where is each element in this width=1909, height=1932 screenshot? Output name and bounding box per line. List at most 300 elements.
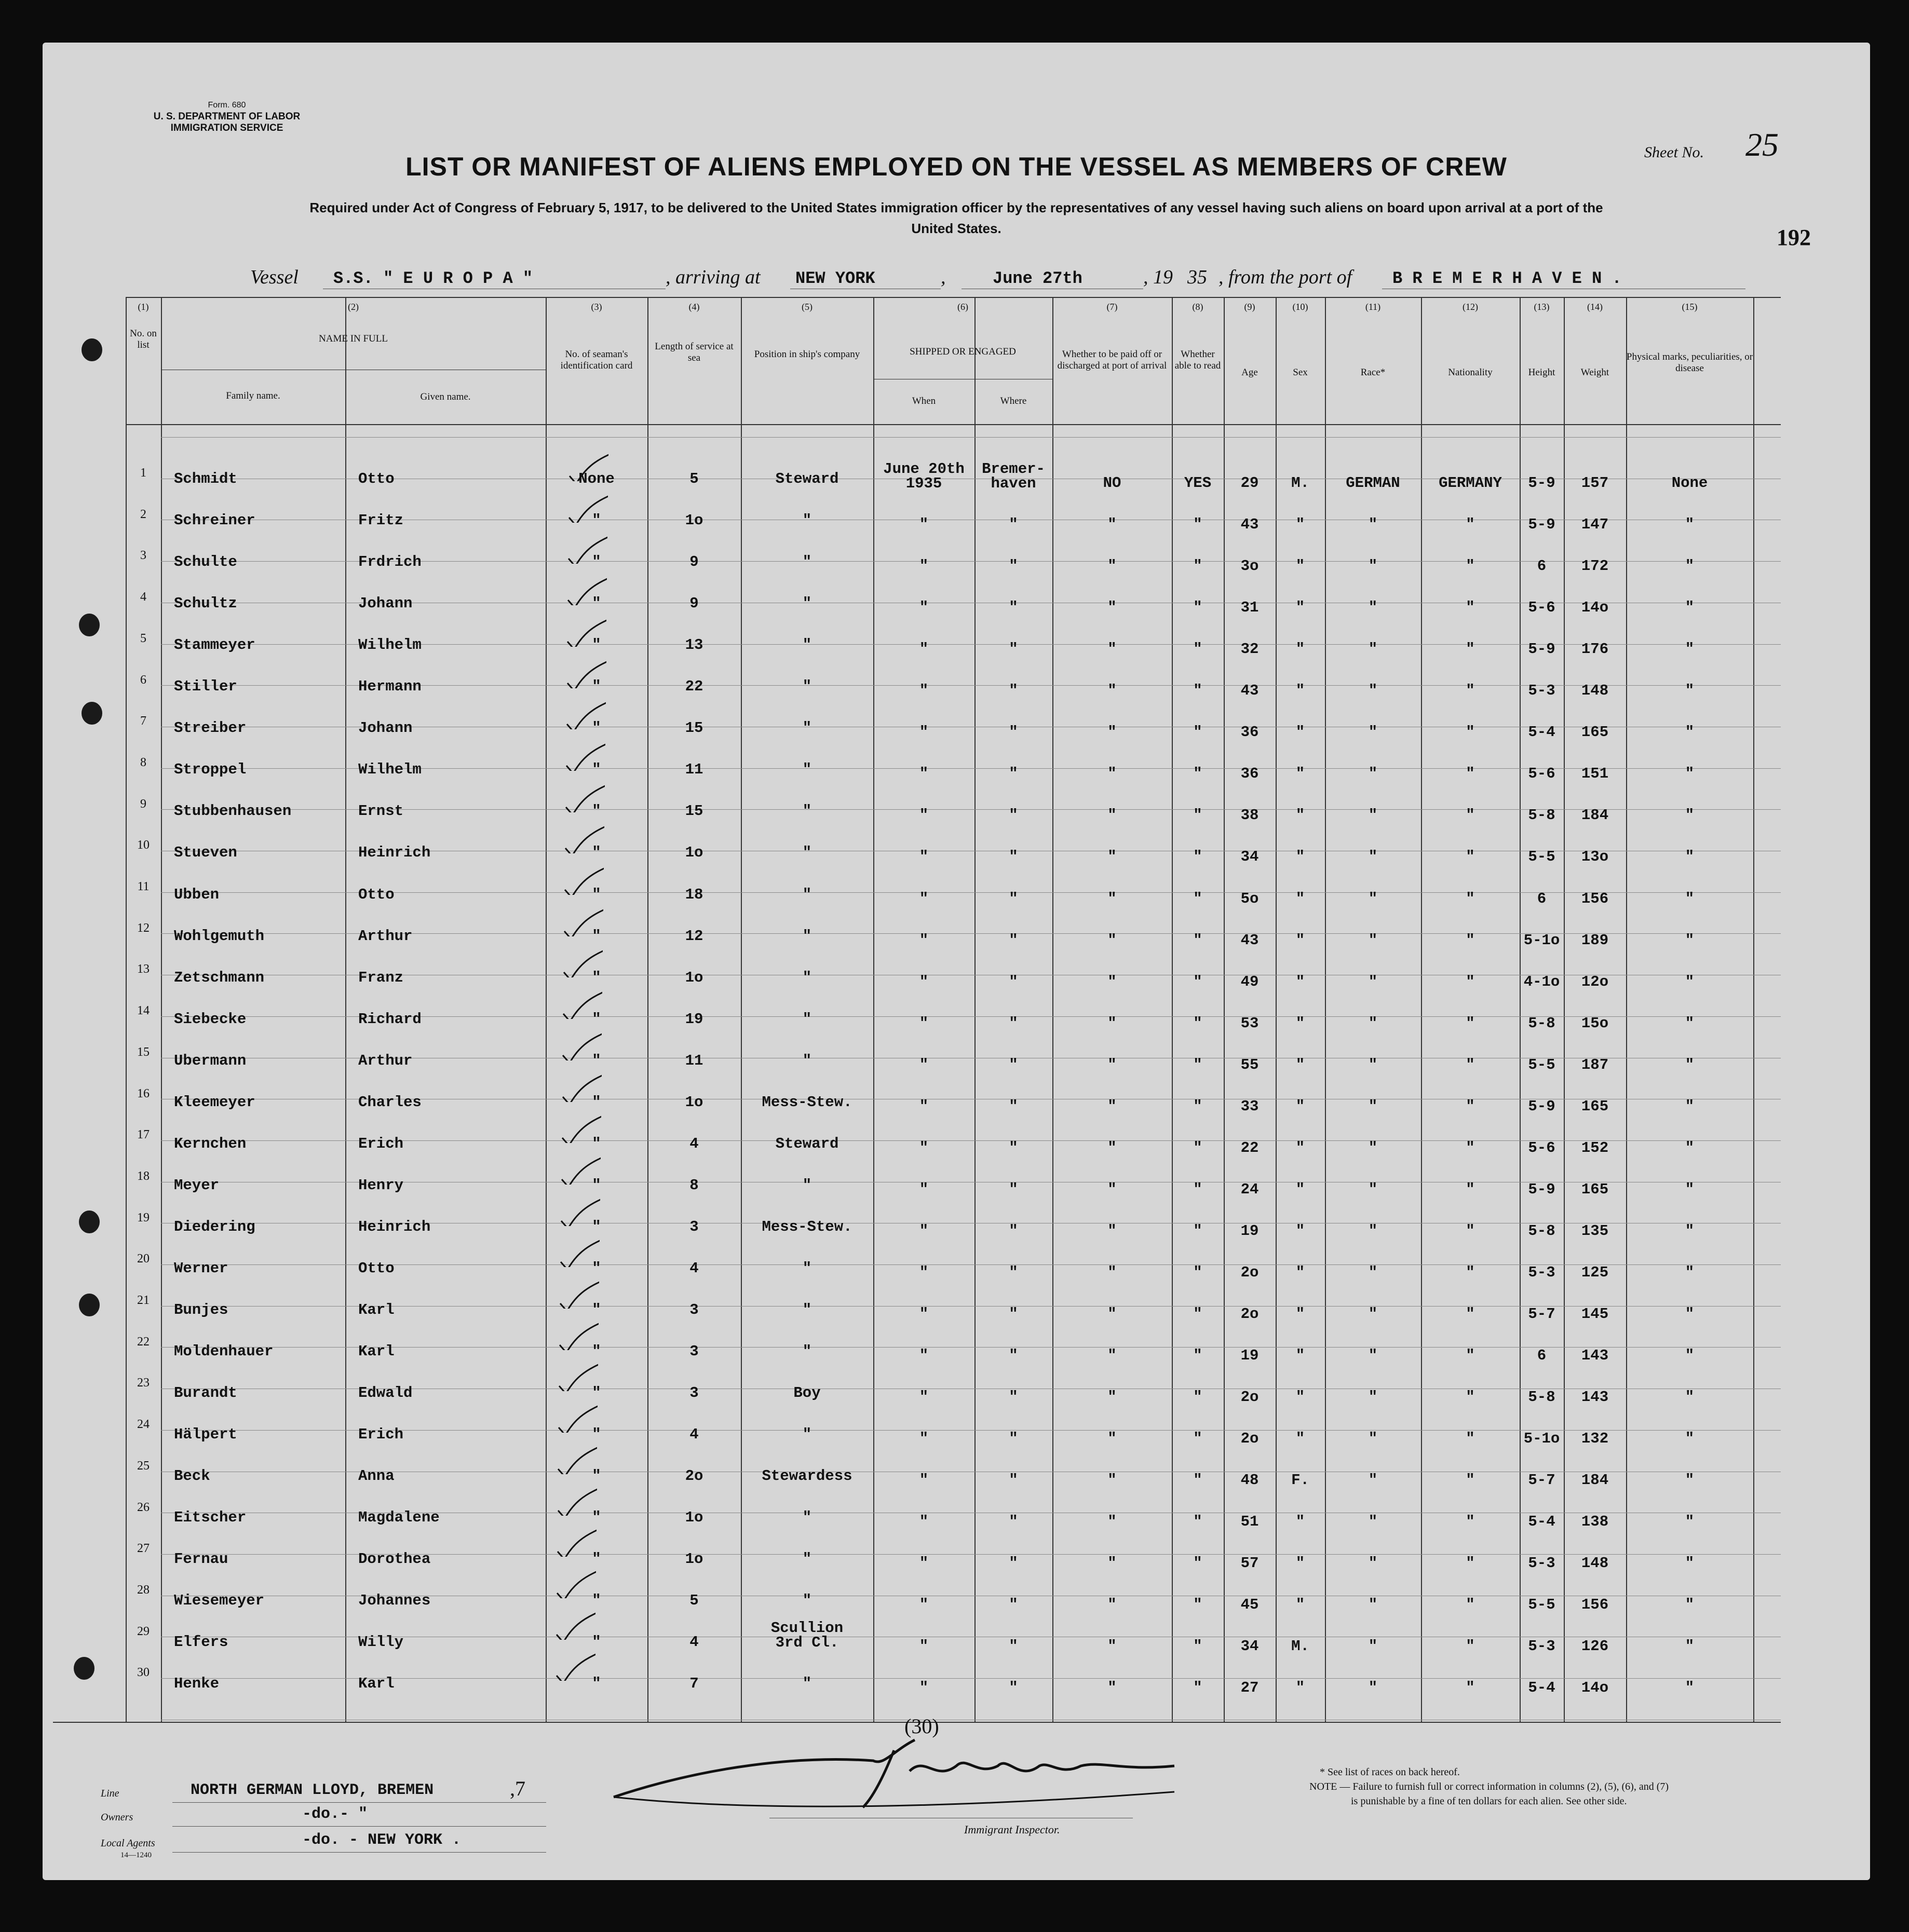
checkmark-icon: [564, 742, 605, 771]
punch-hole-icon: [79, 614, 100, 636]
cell-family: Diedering: [174, 1218, 255, 1235]
cell-weight: 156: [1581, 1596, 1609, 1614]
cell-height: 5-9: [1528, 1180, 1555, 1198]
cell-weight: 165: [1581, 724, 1609, 741]
checkmark-icon: [557, 1363, 598, 1391]
header-position: Position in ship's company: [754, 349, 860, 360]
cell-race: ": [1368, 599, 1378, 617]
column-number: (2): [348, 302, 359, 312]
cell-sex: ": [1295, 890, 1305, 907]
cell-marks: ": [1685, 1014, 1695, 1032]
cell-given: Franz: [358, 969, 404, 986]
page-stamp-number: 192: [1777, 225, 1811, 250]
cell-paid: ": [1107, 931, 1117, 949]
cell-paid: ": [1107, 1430, 1117, 1448]
cell-id: ": [592, 886, 601, 903]
cell-id: ": [592, 1259, 601, 1277]
cell-paid: ": [1107, 1347, 1117, 1365]
cell-id: ": [592, 1467, 601, 1485]
cell-race: ": [1368, 1389, 1378, 1406]
cell-nationality: ": [1466, 1596, 1475, 1614]
cell-paid: ": [1107, 1389, 1117, 1406]
cell-service: 18: [685, 886, 703, 903]
cell-when: ": [919, 1305, 929, 1323]
cell-paid: ": [1107, 1679, 1117, 1697]
cell-paid: ": [1107, 1056, 1117, 1073]
cell-marks: ": [1685, 516, 1695, 534]
department-name: U. S. DEPARTMENT OF LABOR: [153, 111, 301, 122]
cell-weight: 148: [1581, 1555, 1609, 1572]
cell-marks: ": [1685, 1679, 1695, 1697]
punch-hole-icon: [82, 338, 102, 361]
cell-marks: ": [1685, 1139, 1695, 1157]
cell-read: ": [1193, 1014, 1202, 1032]
checkmark-icon: [558, 1280, 599, 1309]
cell-weight: 125: [1581, 1263, 1609, 1281]
cell-id: ": [592, 1093, 601, 1111]
cell-nationality: ": [1466, 1430, 1475, 1448]
punch-hole-icon: [82, 702, 102, 725]
cell-given: Johann: [358, 719, 413, 737]
cell-age: 51: [1240, 1513, 1259, 1531]
cell-family: Zetschmann: [174, 969, 265, 986]
column-number: (7): [1106, 302, 1118, 312]
cell-position: ": [802, 553, 812, 571]
cell-service: 11: [685, 761, 703, 779]
cell-family: Ubermann: [174, 1052, 247, 1069]
cell-race: ": [1368, 1472, 1378, 1489]
cell-marks: None: [1671, 474, 1708, 492]
checkmark-icon: [556, 1404, 598, 1433]
cell-race: ": [1368, 1056, 1378, 1073]
cell-marks: ": [1685, 1555, 1695, 1572]
cell-marks: ": [1685, 557, 1695, 575]
cell-when: ": [919, 682, 929, 700]
cell-read: ": [1193, 1222, 1202, 1240]
cell-paid: ": [1107, 1097, 1117, 1115]
header-height: Height: [1528, 367, 1555, 378]
cell-given: Charles: [358, 1093, 422, 1111]
cell-given: Willy: [358, 1634, 404, 1651]
cell-age: 2o: [1240, 1263, 1259, 1281]
cell-service: 3: [689, 1301, 699, 1318]
cell-sex: ": [1295, 1679, 1305, 1697]
cell-family: Burandt: [174, 1384, 237, 1402]
row-number: 7: [140, 714, 146, 728]
cell-id: ": [592, 761, 601, 779]
cell-read: ": [1193, 641, 1202, 658]
cell-family: Ubben: [174, 886, 220, 903]
cell-read: ": [1193, 973, 1202, 990]
cell-service: 1o: [685, 512, 703, 529]
agents-label: Local Agents: [101, 1838, 155, 1849]
cell-read: ": [1193, 1679, 1202, 1697]
cell-height: 5-5: [1528, 848, 1555, 866]
header-weight: Weight: [1580, 367, 1609, 378]
document-subtitle: Required under Act of Congress of February 5, 1917, to be delivered to the United States immigration officer by the representatives of any vessel having such aliens on board upon arrival at a port of the United States.: [309, 200, 1603, 236]
cell-race: ": [1368, 1347, 1378, 1365]
cell-when: ": [919, 724, 929, 741]
cell-family: Schreiner: [174, 512, 255, 529]
cell-service: 15: [685, 802, 703, 820]
cell-age: 22: [1240, 1139, 1259, 1157]
cell-height: 5-6: [1528, 765, 1555, 783]
arrival-port: NEW YORK: [795, 269, 875, 288]
checkmark-icon: [559, 1156, 601, 1185]
cell-family: Eitscher: [174, 1509, 247, 1527]
cell-service: 13: [685, 636, 703, 654]
cell-age: 33: [1240, 1097, 1259, 1115]
cell-id: ": [592, 595, 601, 613]
checkmark-icon: [557, 1322, 599, 1350]
cell-family: Streiber: [174, 719, 247, 737]
checkmark-icon: [554, 1570, 596, 1598]
checkmark-icon: [567, 453, 608, 481]
row-number: 22: [137, 1335, 150, 1349]
cell-race: ": [1368, 682, 1378, 700]
cell-where: ": [1009, 641, 1018, 658]
cell-read: ": [1193, 1638, 1202, 1655]
inspector-label: Immigrant Inspector.: [964, 1823, 1060, 1836]
cell-sex: M.: [1291, 1638, 1309, 1655]
cell-sex: ": [1295, 1014, 1305, 1032]
cell-when: ": [919, 557, 929, 575]
cell-nationality: ": [1466, 848, 1475, 866]
agents-value: -do. - NEW YORK .: [302, 1831, 462, 1849]
cell-sex: ": [1295, 1180, 1305, 1198]
cell-given: Frdrich: [358, 553, 422, 571]
cell-when: ": [919, 641, 929, 658]
cell-where: ": [1009, 973, 1018, 990]
cell-when: ": [919, 1222, 929, 1240]
cell-age: 43: [1240, 931, 1259, 949]
cell-given: Karl: [358, 1301, 395, 1318]
cell-sex: ": [1295, 1263, 1305, 1281]
cell-read: ": [1193, 1180, 1202, 1198]
cell-family: Kernchen: [174, 1135, 247, 1152]
cell-height: 5-8: [1528, 1014, 1555, 1032]
owners-value: -do.- ": [302, 1805, 368, 1823]
cell-where: ": [1009, 1097, 1018, 1115]
cell-id: ": [592, 1550, 601, 1568]
cell-marks: ": [1685, 1222, 1695, 1240]
cell-weight: 132: [1581, 1430, 1609, 1448]
cell-given: Richard: [358, 1010, 422, 1028]
cell-position: ": [802, 1010, 812, 1028]
cell-height: 5-3: [1528, 682, 1555, 700]
cell-weight: 126: [1581, 1638, 1609, 1655]
cell-where: ": [1009, 557, 1018, 575]
cell-paid: ": [1107, 1222, 1117, 1240]
cell-sex: ": [1295, 1222, 1305, 1240]
header-id-card: No. of seaman's identification card: [560, 349, 633, 371]
cell-race: ": [1368, 516, 1378, 534]
cell-position: Steward: [775, 470, 839, 487]
cell-paid: ": [1107, 765, 1117, 783]
cell-when: ": [919, 1472, 929, 1489]
cell-position: ": [802, 1509, 812, 1527]
cell-nationality: ": [1466, 765, 1475, 783]
cell-when: ": [919, 931, 929, 949]
cell-age: 32: [1240, 641, 1259, 658]
cell-read: ": [1193, 1056, 1202, 1073]
cell-height: 5-6: [1528, 1139, 1555, 1157]
cell-paid: ": [1107, 1263, 1117, 1281]
cell-nationality: ": [1466, 1389, 1475, 1406]
cell-sex: ": [1295, 682, 1305, 700]
column-number: (11): [1365, 302, 1381, 312]
cell-when: ": [919, 1347, 929, 1365]
cell-read: ": [1193, 890, 1202, 907]
column-number: (4): [688, 302, 700, 312]
cell-when: ": [919, 1679, 929, 1697]
cell-nationality: ": [1466, 1222, 1475, 1240]
checkmark-icon: [561, 990, 602, 1019]
row-number: 8: [140, 755, 146, 769]
cell-read: ": [1193, 557, 1202, 575]
cell-when: ": [919, 1056, 929, 1073]
cell-race: ": [1368, 973, 1378, 990]
cell-height: 5-9: [1528, 474, 1555, 492]
cell-position: ": [802, 886, 812, 903]
cell-marks: ": [1685, 890, 1695, 907]
cell-marks: ": [1685, 1596, 1695, 1614]
column-number: (15): [1682, 302, 1698, 312]
cell-where: ": [1009, 1139, 1018, 1157]
cell-weight: 143: [1581, 1389, 1609, 1406]
cell-read: ": [1193, 1139, 1202, 1157]
cell-id: ": [592, 1218, 601, 1235]
cell-id: ": [592, 1426, 601, 1444]
cell-position: ": [802, 1592, 812, 1610]
header-sex: Sex: [1293, 367, 1308, 378]
cell-family: Kleemeyer: [174, 1093, 255, 1111]
cell-read: ": [1193, 1430, 1202, 1448]
cell-race: ": [1368, 848, 1378, 866]
cell-marks: ": [1685, 1056, 1695, 1073]
cell-sex: ": [1295, 1305, 1305, 1323]
header-name-in-full: NAME IN FULL: [319, 333, 388, 344]
inspector-signature: [603, 1735, 1185, 1818]
column-number: (12): [1463, 302, 1478, 312]
checkmark-icon: [565, 577, 607, 605]
cell-read: ": [1193, 1305, 1202, 1323]
checkmark-icon: [560, 1073, 602, 1102]
header-paid-off: Whether to be paid off or discharged at port of arrival: [1057, 349, 1167, 371]
cell-age: 27: [1240, 1679, 1259, 1697]
cell-when: ": [919, 1263, 929, 1281]
cell-position: ": [802, 844, 812, 862]
cell-nationality: ": [1466, 516, 1475, 534]
port-label: , from the port of: [1218, 266, 1352, 288]
cell-given: Hermann: [358, 678, 422, 696]
cell-id: ": [592, 1675, 601, 1693]
cell-service: 3: [689, 1343, 699, 1360]
cell-race: ": [1368, 1596, 1378, 1614]
cell-race: ": [1368, 1139, 1378, 1157]
cell-position: Mess-Stew.: [762, 1093, 852, 1111]
cell-marks: ": [1685, 1513, 1695, 1531]
cell-marks: ": [1685, 1389, 1695, 1406]
row-number: 12: [137, 921, 150, 935]
row-number: 20: [137, 1252, 150, 1266]
cell-family: Fernau: [174, 1550, 228, 1568]
cell-id: ": [592, 1509, 601, 1527]
cell-age: 19: [1240, 1222, 1259, 1240]
cell-where: ": [1009, 1638, 1018, 1655]
cell-marks: ": [1685, 848, 1695, 866]
cell-age: 29: [1240, 474, 1259, 492]
cell-service: 4: [689, 1426, 699, 1444]
cell-position: ": [802, 1052, 812, 1069]
cell-position: Scullion 3rd Cl.: [770, 1620, 844, 1652]
cell-age: 57: [1240, 1555, 1259, 1572]
cell-family: Henke: [174, 1675, 220, 1693]
cell-sex: ": [1295, 807, 1305, 824]
cell-given: Magdalene: [358, 1509, 440, 1527]
cell-nationality: ": [1466, 1679, 1475, 1697]
arrival-date: June 27th: [993, 269, 1082, 288]
cell-id: ": [592, 1135, 601, 1152]
checkmark-icon: [563, 825, 604, 853]
punch-hole-icon: [74, 1657, 94, 1680]
cell-height: 6: [1537, 557, 1547, 575]
cell-read: ": [1193, 1513, 1202, 1531]
cell-marks: ": [1685, 1430, 1695, 1448]
cell-when: ": [919, 1513, 929, 1531]
cell-height: 5-8: [1528, 1222, 1555, 1240]
cell-age: 34: [1240, 1638, 1259, 1655]
cell-height: 5-7: [1528, 1472, 1555, 1489]
cell-id: ": [592, 1592, 601, 1610]
cell-weight: 187: [1581, 1056, 1609, 1073]
cell-where: ": [1009, 516, 1018, 534]
cell-sex: ": [1295, 931, 1305, 949]
cell-given: Arthur: [358, 1052, 413, 1069]
cell-where: ": [1009, 1056, 1018, 1073]
cell-marks: ": [1685, 807, 1695, 824]
cell-race: ": [1368, 1555, 1378, 1572]
checkmark-icon: [562, 866, 604, 895]
cell-age: 53: [1240, 1014, 1259, 1032]
cell-paid: ": [1107, 890, 1117, 907]
cell-marks: ": [1685, 641, 1695, 658]
departure-port: B R E M E R H A V E N .: [1392, 269, 1622, 288]
cell-nationality: ": [1466, 1472, 1475, 1489]
cell-nationality: ": [1466, 682, 1475, 700]
row-number: 11: [137, 880, 150, 893]
form-department-header: [105, 100, 349, 134]
cell-age: 19: [1240, 1347, 1259, 1365]
cell-height: 4-1o: [1523, 973, 1560, 990]
cell-given: Karl: [358, 1675, 395, 1693]
header-physical-marks: Physical marks, peculiarities, or disease: [1626, 351, 1753, 374]
cell-read: ": [1193, 848, 1202, 866]
document-title: LIST OR MANIFEST OF ALIENS EMPLOYED ON THE VESSEL AS MEMBERS OF CREW: [405, 152, 1507, 181]
cell-position: Mess-Stew.: [762, 1218, 852, 1235]
header-shipped-engaged: SHIPPED OR ENGAGED: [910, 346, 1016, 357]
cell-id: ": [592, 969, 601, 986]
checkmark-icon: [564, 701, 606, 729]
cell-position: ": [802, 1176, 812, 1194]
cell-race: ": [1368, 931, 1378, 949]
cell-read: ": [1193, 599, 1202, 617]
cell-nationality: ": [1466, 641, 1475, 658]
cell-weight: 12o: [1581, 973, 1609, 990]
cell-marks: ": [1685, 724, 1695, 741]
checkmark-icon: [554, 1652, 595, 1681]
cell-nationality: ": [1466, 1014, 1475, 1032]
cell-service: 12: [685, 927, 703, 945]
cell-given: Heinrich: [358, 844, 431, 862]
cell-given: Wilhelm: [358, 636, 422, 654]
cell-paid: ": [1107, 557, 1117, 575]
cell-marks: ": [1685, 1263, 1695, 1281]
cell-where: ": [1009, 1263, 1018, 1281]
cell-age: 36: [1240, 765, 1259, 783]
cell-marks: ": [1685, 682, 1695, 700]
checkmark-icon: [559, 1198, 600, 1226]
cell-when: ": [919, 1555, 929, 1572]
header-able-to-read: Whether able to read: [1174, 349, 1221, 371]
form-number: Form. 680: [208, 101, 246, 110]
cell-height: 5-4: [1528, 724, 1555, 741]
cell-race: ": [1368, 890, 1378, 907]
row-number: 1: [140, 466, 146, 480]
cell-race: ": [1368, 1180, 1378, 1198]
cell-race: ": [1368, 1014, 1378, 1032]
cell-position: Boy: [793, 1384, 821, 1402]
column-number: (9): [1244, 302, 1255, 312]
cell-marks: ": [1685, 1180, 1695, 1198]
cell-paid: ": [1107, 848, 1117, 866]
cell-where: ": [1009, 1180, 1018, 1198]
cell-sex: ": [1295, 1347, 1305, 1365]
cell-race: ": [1368, 557, 1378, 575]
cell-service: 5: [689, 470, 699, 487]
cell-given: Arthur: [358, 927, 413, 945]
cell-read: YES: [1184, 474, 1212, 492]
header-nationality: Nationality: [1448, 367, 1493, 378]
cell-where: ": [1009, 890, 1018, 907]
cell-nationality: ": [1466, 1513, 1475, 1531]
cell-read: ": [1193, 682, 1202, 700]
cell-service: 9: [689, 595, 699, 613]
cell-marks: ": [1685, 1097, 1695, 1115]
cell-weight: 184: [1581, 807, 1609, 824]
cell-age: 31: [1240, 599, 1259, 617]
cell-given: Otto: [358, 886, 395, 903]
punch-hole-icon: [79, 1210, 100, 1233]
cell-read: ": [1193, 1472, 1202, 1489]
cell-weight: 143: [1581, 1347, 1609, 1365]
cell-service: 3: [689, 1218, 699, 1235]
cell-nationality: ": [1466, 1139, 1475, 1157]
cell-weight: 13o: [1581, 848, 1609, 866]
cell-height: 5-3: [1528, 1638, 1555, 1655]
cell-paid: ": [1107, 1513, 1117, 1531]
cell-when: ": [919, 1180, 929, 1198]
cell-read: ": [1193, 807, 1202, 824]
cell-height: 5-4: [1528, 1513, 1555, 1531]
cell-given: Wilhelm: [358, 761, 422, 779]
header-family-name: Family name.: [226, 390, 280, 401]
line-value: NORTH GERMAN LLOYD, BREMEN: [191, 1781, 434, 1799]
cell-height: 5-9: [1528, 641, 1555, 658]
cell-height: 5-1o: [1523, 1430, 1560, 1448]
cell-age: 38: [1240, 807, 1259, 824]
cell-weight: 156: [1581, 890, 1609, 907]
